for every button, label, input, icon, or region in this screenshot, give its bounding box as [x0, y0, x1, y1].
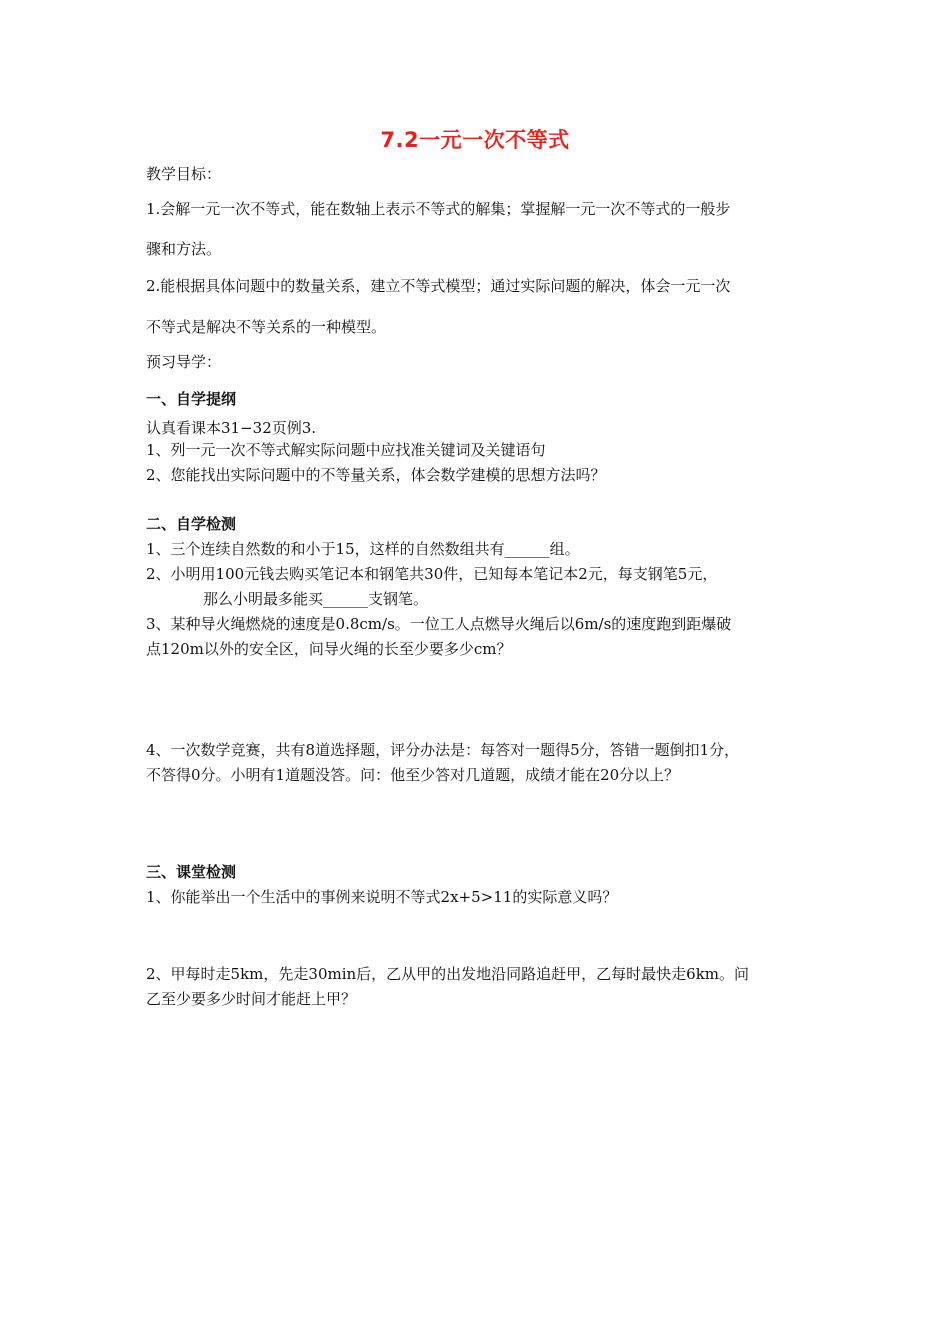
section-3-question-1: 1、你能举出一个生活中的事例来说明不等式2x+5>11的实际意义吗？ [146, 888, 618, 906]
section-2-question-4-line-1: 4、一次数学竞赛，共有8道选择题，评分办法是：每答对一题得5分，答错一题倒扣1分， [146, 741, 740, 759]
objectives-label: 教学目标： [146, 165, 222, 183]
section-1-heading: 一、自学提纲 [146, 390, 237, 408]
objective-1-line-2: 骤和方法。 [146, 240, 222, 258]
section-2-question-3-line-1: 3、某种导火绳燃烧的速度是0.8cm/s。一位工人点燃导火绳后以6m/s的速度跑到距爆破 [146, 615, 732, 633]
section-1-item-1: 1、列一元一次不等式解实际问题中应找准关键词及关键语句 [146, 441, 546, 459]
section-3-heading: 三、课堂检测 [146, 863, 237, 881]
section-2-question-4-line-2: 不答得0分。小明有1道题没答。问：他至少答对几道题，成绩才能在20分以上？ [146, 766, 680, 784]
section-1-intro: 认真看课本31−32页例3. [146, 419, 317, 437]
section-2-question-1: 1、三个连续自然数的和小于15，这样的自然数组共有______组。 [146, 540, 580, 558]
page-title: 7.2一元一次不等式 [380, 128, 570, 152]
objective-2-line-1: 2.能根据具体问题中的数量关系，建立不等式模型；通过实际问题的解决，体会一元一次 [146, 277, 731, 295]
section-2-question-3-line-2: 点120m以外的安全区，问导火绳的长至少要多少cm？ [146, 640, 512, 658]
section-2-heading: 二、自学检测 [146, 515, 237, 533]
section-3-question-2-line-2: 乙至少要多少时间才能赶上甲？ [146, 990, 357, 1008]
objective-2-line-2: 不等式是解决不等关系的一种模型。 [146, 318, 387, 336]
section-1-item-2: 2、您能找出实际问题中的不等量关系，体会数学建模的思想方法吗？ [146, 466, 606, 484]
section-2-question-2-line-1: 2、小明用100元钱去购买笔记本和钢笔共30件，已知每本笔记本2元，每支钢笔5元， [146, 565, 718, 583]
section-3-question-2-line-1: 2、甲每时走5km，先走30min后，乙从甲的出发地沿同路追赶甲，乙每时最快走6km。问 [146, 965, 750, 983]
section-2-question-2-line-2: 那么小明最多能买______支钢笔。 [203, 590, 429, 608]
objective-1-line-1: 1.会解一元一次不等式，能在数轴上表示不等式的解集；掌握解一元一次不等式的一般步 [146, 200, 731, 218]
preview-label: 预习导学： [146, 353, 222, 371]
